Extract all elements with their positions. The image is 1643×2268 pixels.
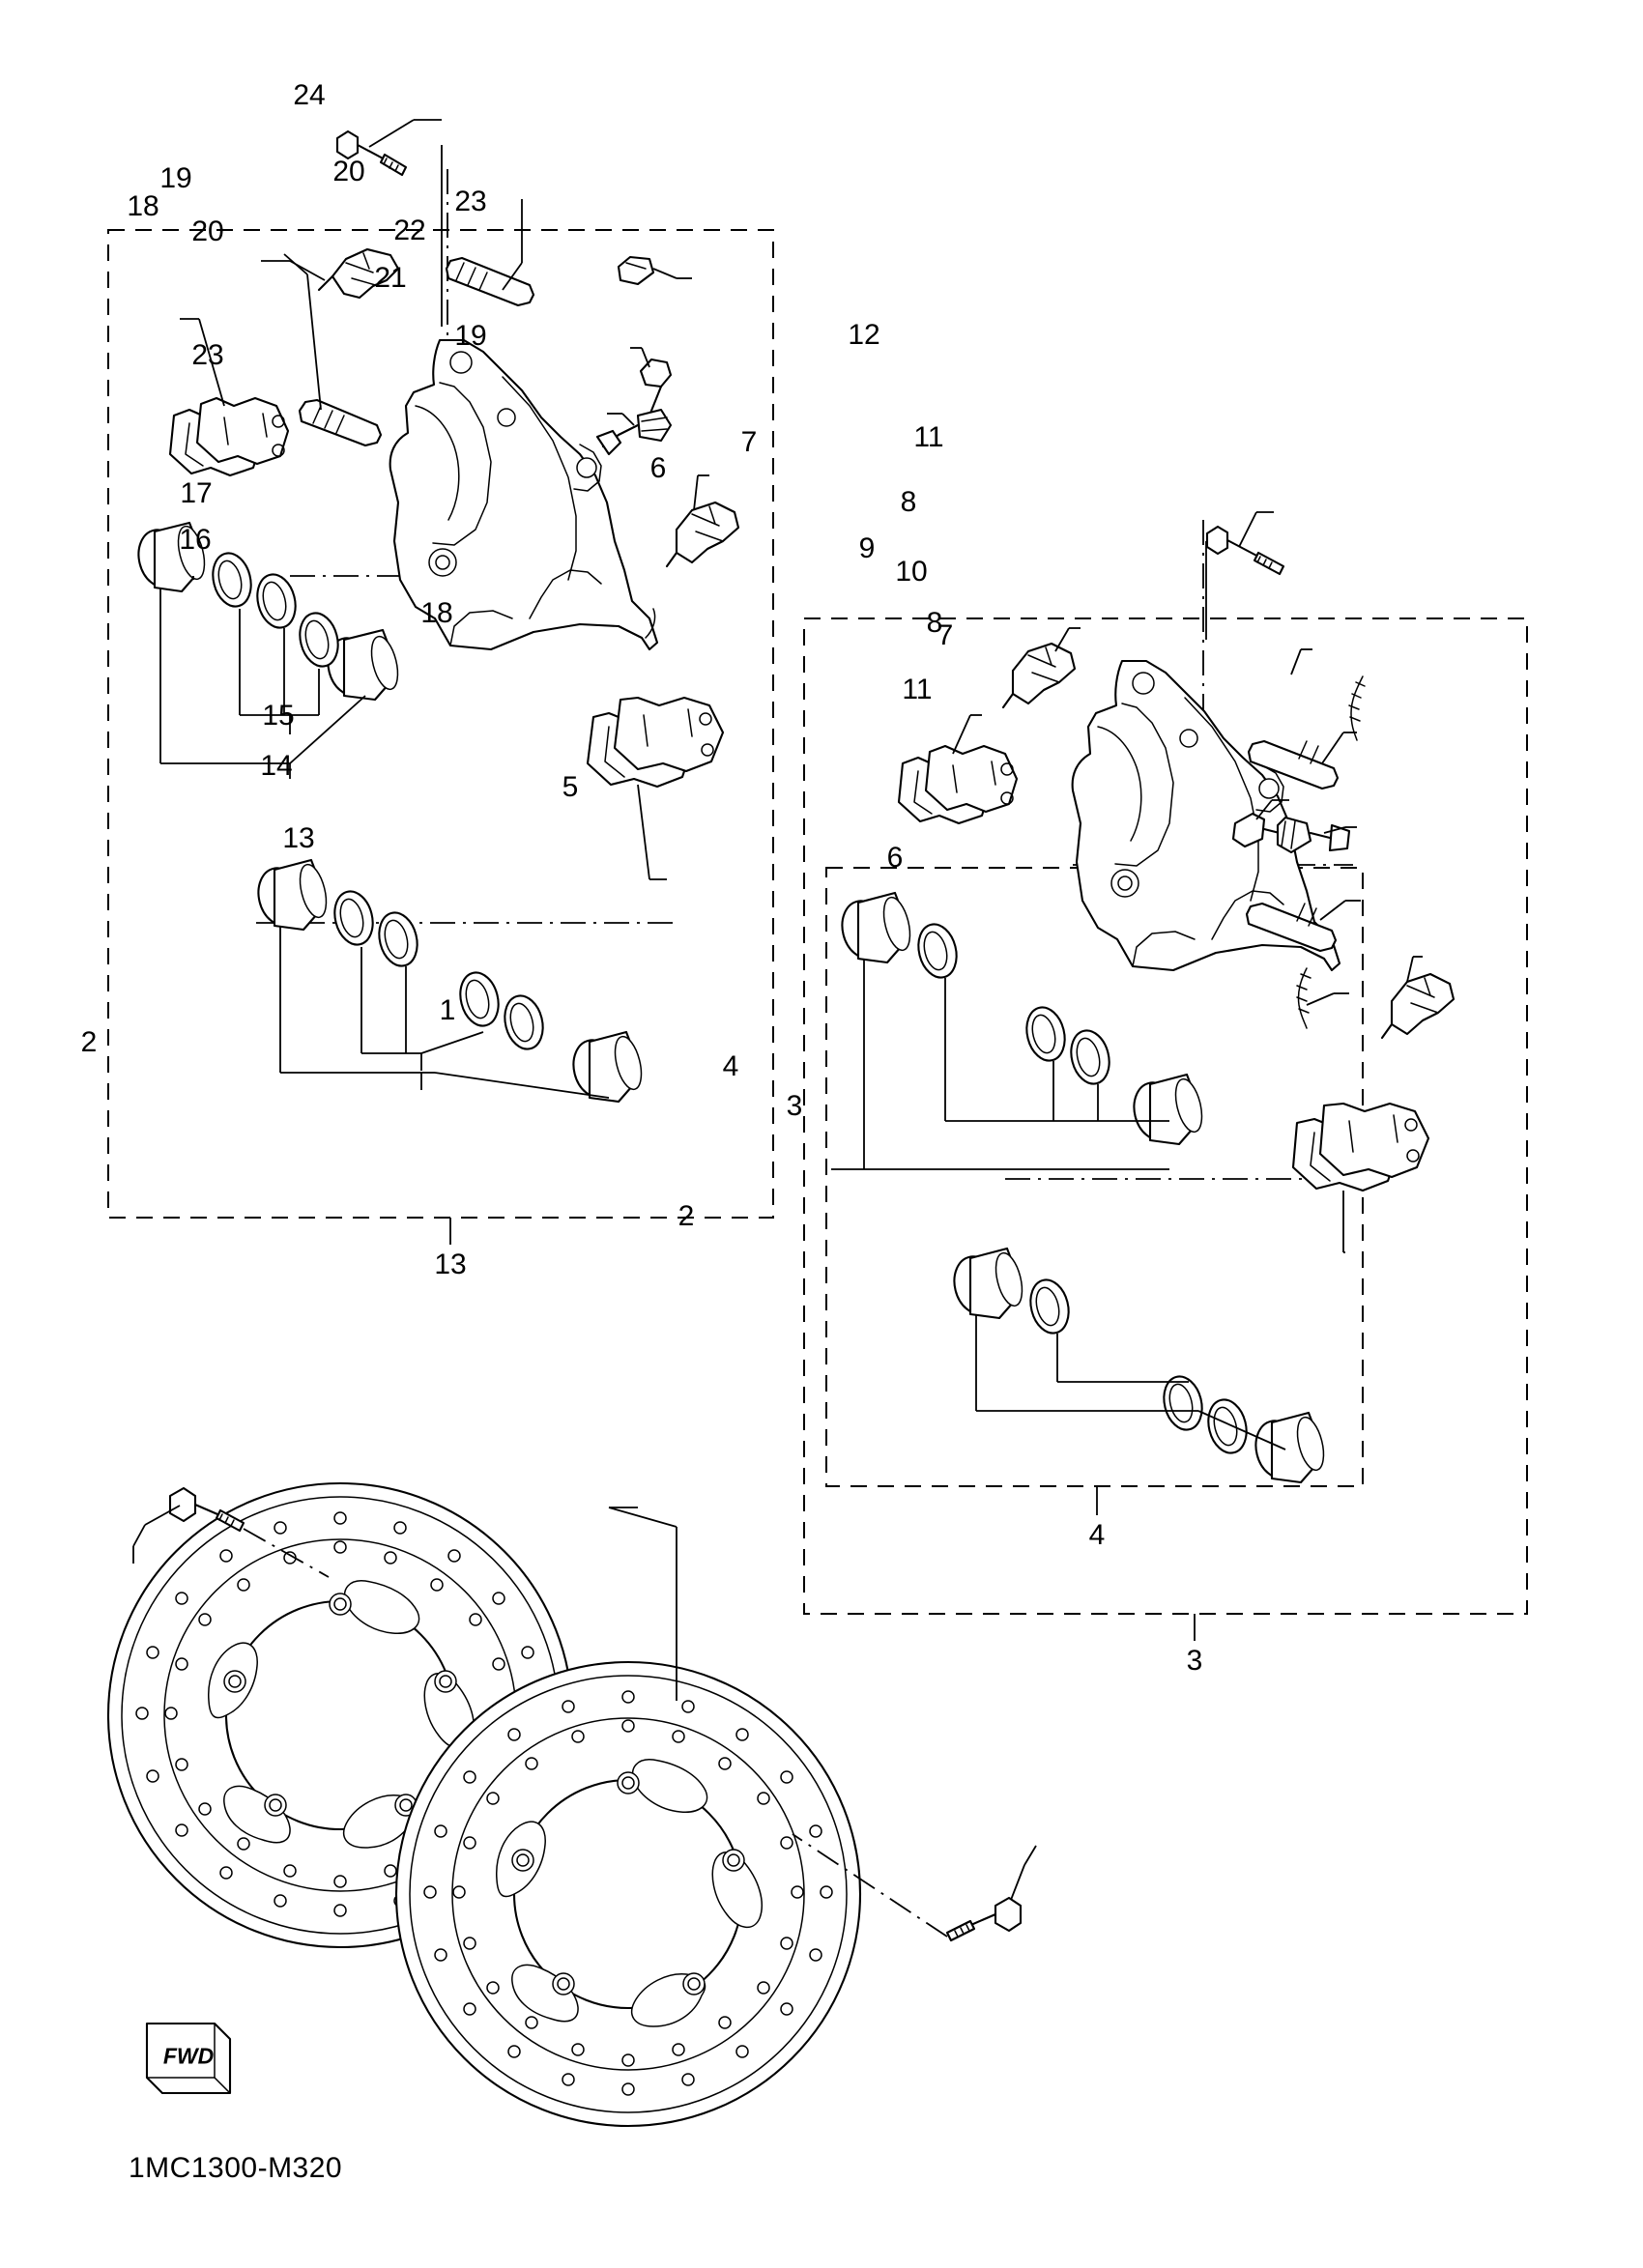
- callout-21: 21: [374, 262, 407, 294]
- bleed-23-upper: [619, 257, 653, 284]
- brake-pads-18-upper: [170, 398, 288, 475]
- callout-23-lower: 23: [191, 339, 224, 371]
- callout-22: 22: [393, 215, 426, 246]
- spring-11-lower: [1297, 968, 1311, 1028]
- callout-12: 12: [848, 319, 880, 351]
- clip-19-lower: [667, 502, 738, 566]
- callout-13: 13: [282, 822, 315, 854]
- callout-6-upper: 6: [649, 452, 667, 484]
- callout-7-lower: 7: [937, 619, 954, 651]
- spring-11-upper: [1349, 676, 1365, 740]
- callout-4: 4: [722, 1050, 739, 1082]
- callout-6-lower: 6: [886, 842, 904, 874]
- callout-8-lower: 8: [926, 607, 943, 639]
- callout-3: 3: [786, 1090, 803, 1122]
- svg-text:4: 4: [1088, 1519, 1106, 1551]
- callout-5: 5: [562, 771, 579, 803]
- callout-18-lower: 18: [420, 597, 453, 629]
- callout-1: 1: [439, 994, 456, 1026]
- callout-2-upper: 2: [80, 1026, 98, 1058]
- callout-11-upper: 11: [913, 421, 944, 453]
- hose-joint-22-21: [597, 359, 671, 454]
- callout-17: 17: [180, 477, 213, 509]
- callout-10: 10: [895, 556, 928, 588]
- callout-7-upper: 7: [740, 426, 758, 458]
- clip-7-lower: [1382, 974, 1454, 1038]
- fwd-text: FWD: [162, 2043, 215, 2069]
- callout-15: 15: [262, 700, 295, 732]
- callout-24: 24: [293, 79, 326, 111]
- callout-16: 16: [179, 524, 212, 556]
- svg-text:3: 3: [1186, 1645, 1203, 1677]
- callout-9: 9: [858, 532, 876, 564]
- part-code-label: 1MC1300-M320: [129, 2152, 343, 2184]
- pin-20-lower: [300, 400, 381, 445]
- callout-2-lower: 2: [677, 1200, 695, 1232]
- callout-23-upper: 23: [454, 186, 487, 217]
- callout-20-upper: 20: [332, 156, 365, 187]
- callout-8-upper: 8: [900, 486, 917, 518]
- callout-19-upper: 19: [159, 162, 192, 194]
- callout-18-upper: 18: [127, 190, 159, 222]
- callout-20-lower: 20: [191, 215, 224, 247]
- brake-pads-6-lower: [1293, 1104, 1428, 1191]
- callout-11-lower: 11: [902, 674, 933, 705]
- svg-text:13: 13: [434, 1249, 467, 1280]
- piston-set-17-16: [132, 523, 402, 700]
- piston-set-15-14: [252, 860, 646, 1102]
- brake-disc-right: [396, 1662, 860, 2126]
- callout-14: 14: [260, 750, 293, 782]
- piston-set-5-lower: [948, 1249, 1328, 1482]
- brake-pads-18-lower: [588, 698, 723, 787]
- brake-pads-6-upper: [899, 746, 1017, 823]
- clip-7-upper: [1003, 644, 1075, 707]
- callout-19-lower: 19: [454, 320, 487, 352]
